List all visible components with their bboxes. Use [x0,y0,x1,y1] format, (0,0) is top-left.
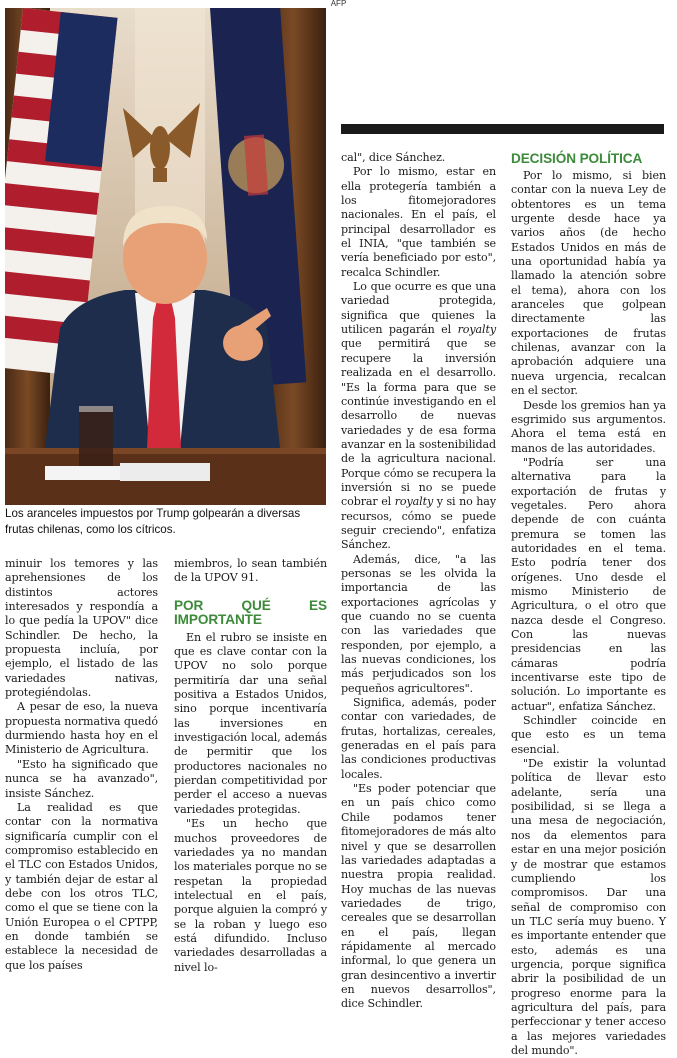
article-column-2 [174,557,327,975]
paragraph: Desde los gremios han ya esgrimido sus argumentos. Ahora el tema está en manos de las autoridades. [511,398,666,455]
paragraph: Schindler coincide en que esto es un tema esencial. [511,714,666,756]
article-photo [5,8,326,505]
paragraph: miembros, lo sean también de la UPOV 91. [174,557,327,585]
paragraph: "Esto ha significado que nunca se ha avanzado", insiste Sánchez. [5,757,158,800]
paragraph: La realidad es que contar con la normativa significaría cumplir con el compromiso establecido en el TLC con Estados Unidos, y también dejar de estar al debe con los otros TLC, como el que se tiene con la Unión Europea o el CPTPP, en donde también se establece la necesidad de que los países [5,800,158,972]
article-column-4 [511,152,666,1058]
paragraph: Por lo mismo, si bien contar con la nueva Ley de obtentores es un tema urgente desde hace ya varios años (de hecho Estados Unidos en más de una oportunidad había ya llamado la atención sobre el tema), ahora con los aranceles que golpean directamente las exportaciones de frutas chilenas, avanzar con la aprobación adquiere una nueva urgencia, recalcan en el sector. [511,169,666,398]
paragraph: minuir los temores y las aprehensiones de los distintos actores interesados y respondía a lo que pedía la UPOV" dice Schindler. De hecho, la propuesta incluía, por ejemplo, el listado de las variedades nativas, protegiéndolas. [5,557,158,700]
paragraph: "Podría ser una alternativa para la exportación de frutas y vegetales. Pero ahora depende de con cuánta premura se tomen las autoridades en el tema. Esto podría tener dos orígenes. Uno desde el mismo Ministerio de Agricultura, o el otro que nazca desde el Congreso. Con las nuevas presidencias en las cámaras podría incentivarse este tipo de solución. Lo importante es actuar", enfatiza Sánchez. [511,455,666,713]
paragraph: Además, dice, "a las personas se les olvida la importancia de las exportaciones agrícolas y que cuando no se cuenta con las variedades que responden, por ejemplo, a las nuevas condiciones, los más perjudicados son los pequeños agricultores". [341,552,496,695]
article-column-3 [341,151,496,1012]
paragraph: "Es un hecho que muchos proveedores de variedades ya no mandan los materiales porque no se respetan la propiedad intelectual en el país, porque alguien la compró y se la roban y luego eso está difundido. Incluso variedades desarrolladas a nivel lo- [174,817,327,974]
photo-caption: Los aranceles impuestos por Trump golpearán a diversas frutas chilenas, como los cítricos. [5,507,301,537]
paragraph: "Es poder potenciar que en un país chico como Chile podamos tener fitomejoradores de más alto nivel y que se desarrollen las variedades adaptadas a nuestra propia realidad. Hoy muchas de las nuevas variedades de trigo, cereales que se desarrollan en el país, llegan rápidamente al mercado informal, lo que genera un gran desincentivo a invertir en nuevos desarrollos", dice Schindler. [341,782,496,1011]
paragraph: En el rubro se insiste en que es clave contar con la UPOV no solo porque permitiría dar una señal positiva a Estados Unidos, sino porque incentivaría las inversiones en investigación local, además de permitir que los productores nacionales no pierdan competitividad por perder el acceso a nuevas variedades protegidas. [174,630,327,816]
subhead-decision-politica: DECISIÓN POLÍTICA [511,151,643,166]
paragraph: A pesar de eso, la nueva propuesta normativa quedó durmiendo hasta hoy en el Ministerio de Agricultura. [5,700,158,757]
paragraph: Significa, además, poder contar con variedades, de frutas, hortalizas, cereales, generadas en el país para las condiciones productivas locales. [341,696,496,781]
article-column-1 [5,557,158,973]
paragraph: Por lo mismo, estar en ella protegería también a los fitomejoradores nacionales. En el país, el principal desarrollador es el INIA, "que también se vería beneficiado por esto", recalca Schindler. [341,165,496,279]
subhead-por-que-es-importante: POR QUÉ ES IMPORTANTE [174,597,327,627]
section-rule [341,124,664,134]
paragraph: "De existir la voluntad política de llevar esto adelante, sería una posibilidad, si se llega a una mesa de negociación, nos da elementos para estar en una mejor posición y de mostrar que estamos cumpliendo los compromisos. Dar una señal de compromiso con un TLC sería muy bueno. Y es importante entender que esto, además es una urgencia, porque significa abrir la posibilidad de un progreso enorme para la agricultura del país, para perfeccionar y tener acceso a las mejores variedades del mundo". [511,757,666,1057]
photo-credit: AFP [330,0,347,8]
paragraph: Lo que ocurre es que una variedad protegida, significa que quienes la utilicen pagarán el royalty que permitirá que se recupere la inversión realizada en el desarrollo. "Es la forma para que se continúe investigando en el desarrollo de nuevas variedades y de esa forma avanzar en la sostenibilidad de la agricultura nacional. Porque cómo se recupera la inversión si no se puede cobrar el royalty y si no hay recursos, cómo se puede seguir creciendo", enfatiza Sánchez. [341,280,496,552]
paragraph: cal", dice Sánchez. [341,151,446,164]
